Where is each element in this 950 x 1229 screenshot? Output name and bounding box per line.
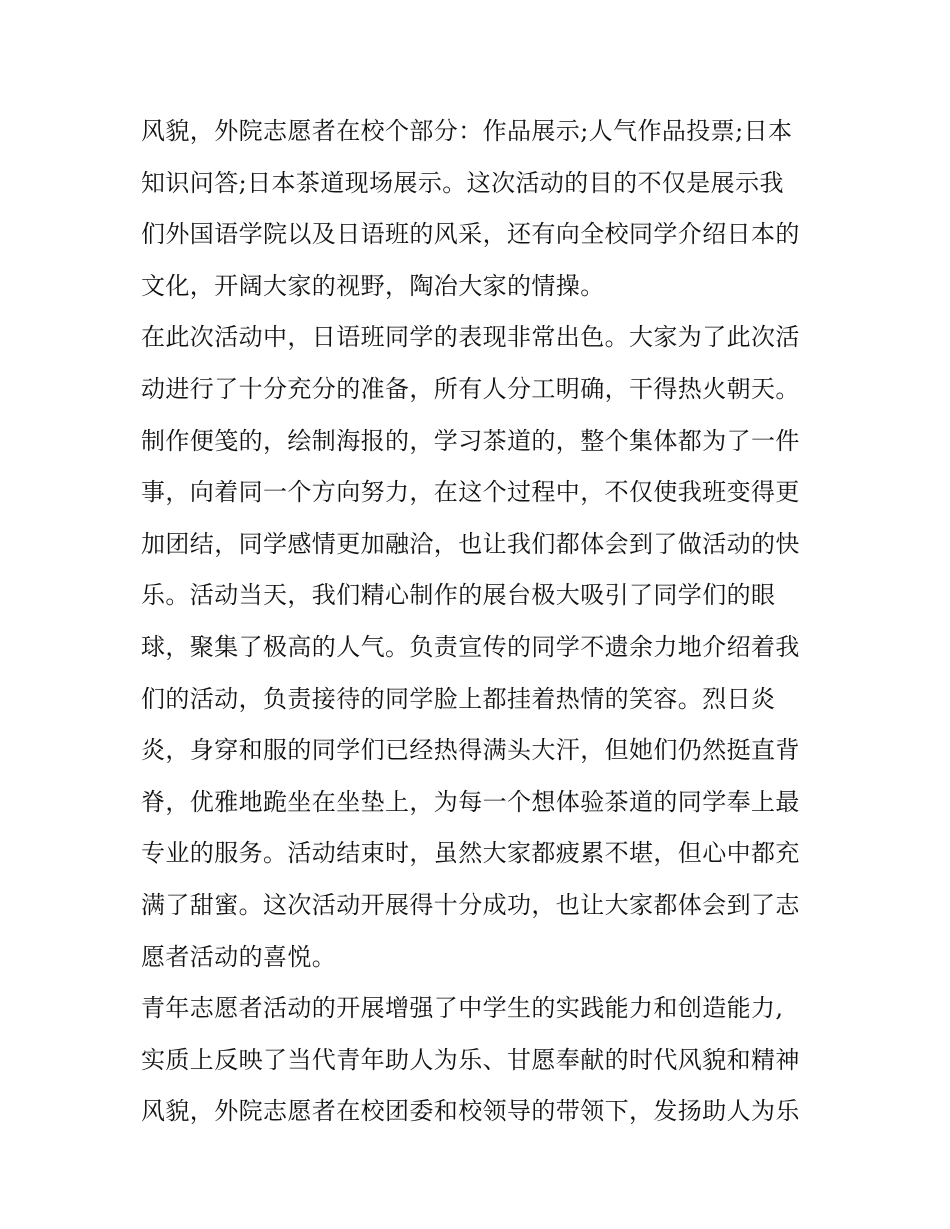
text-line: 知识问答;日本茶道现场展示。这次活动的目的不仅是展示我 [141, 168, 784, 197]
text-line: 愿者活动的喜悦。 [141, 942, 337, 971]
text-line: 青年志愿者活动的开展增强了中学生的实践能力和创造能力, [141, 994, 784, 1023]
text-line: 加团结，同学感情更加融洽，也让我们都体会到了做活动的快 [141, 529, 800, 558]
text-line: 文化，开阔大家的视野，陶冶大家的情操。 [141, 271, 605, 300]
text-line: 动进行了十分充分的准备，所有人分工明确，干得热火朝天。 [141, 374, 800, 403]
text-line: 满了甜蜜。这次活动开展得十分成功，也让大家都体会到了志 [141, 890, 800, 919]
text-line: 在此次活动中，日语班同学的表现非常出色。大家为了此次活 [141, 323, 800, 352]
text-line: 实质上反映了当代青年助人为乐、甘愿奉献的时代风貌和精神 [141, 1045, 800, 1074]
text-line: 炎，身穿和服的同学们已经热得满头大汗，但她们仍然挺直背 [141, 736, 800, 765]
text-line: 专业的服务。活动结束时，虽然大家都疲累不堪，但心中都充 [141, 839, 800, 868]
text-line: 乐。活动当天，我们精心制作的展台极大吸引了同学们的眼 [141, 581, 776, 610]
text-line: 事，向着同一个方向努力，在这个过程中，不仅使我班变得更 [141, 478, 800, 507]
body-text [141, 106, 821, 1138]
text-line: 们的活动，负责接待的同学脸上都挂着热情的笑容。烈日炎 [141, 684, 776, 713]
text-line: 们外国语学院以及日语班的风采，还有向全校同学介绍日本的 [141, 220, 800, 249]
text-line: 制作便笺的，绘制海报的，学习茶道的，整个集体都为了一件 [141, 426, 800, 455]
text-line: 脊，优雅地跪坐在坐垫上，为每一个想体验茶道的同学奉上最 [141, 787, 800, 816]
text-line: 球，聚集了极高的人气。负责宣传的同学不遗余力地介绍着我 [141, 632, 800, 661]
text-line: 风貌，外院志愿者在校团委和校领导的带领下，发扬助人为乐 [141, 1097, 800, 1126]
text-line: 风貌，外院志愿者在校个部分：作品展示;人气作品投票;日本 [141, 117, 793, 145]
